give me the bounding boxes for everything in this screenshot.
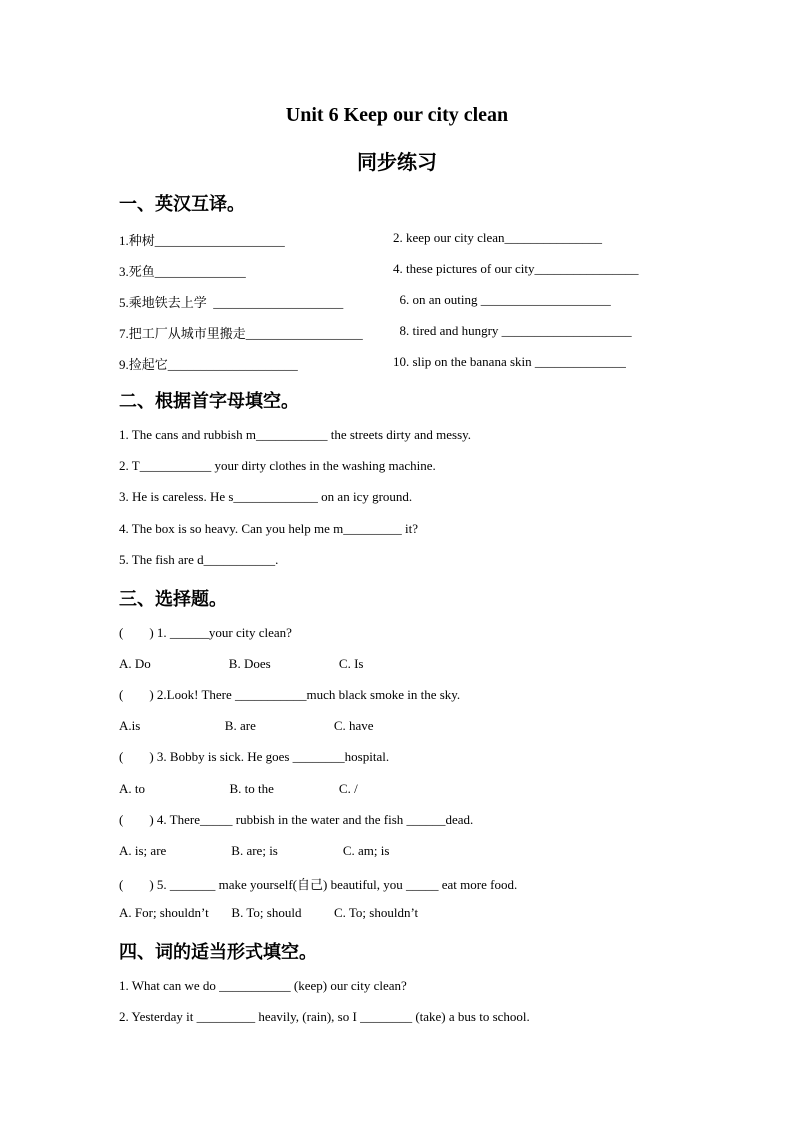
s2-item-5: 5. The fish are d___________. [119, 552, 279, 567]
s3-question-1: ( ) 1. ______your city clean? [119, 625, 292, 640]
s1-item-9: 9.捡起它____________________ [119, 357, 298, 372]
s4-item-2: 2. Yesterday it _________ heavily, (rain), so I ________ (take) a bus to school. [119, 1009, 530, 1024]
section-1-heading: 一、英汉互译。 [119, 194, 245, 214]
s2-item-3: 3. He is careless. He s_____________ on an icy ground. [119, 489, 413, 504]
s1-item-10: 10. slip on the banana skin ______________ [393, 354, 626, 369]
s3-question-3: ( ) 3. Bobby is sick. He goes ________hospital. [119, 749, 390, 764]
s3-options-4: A. is; are B. are; is C. am; is [119, 843, 390, 858]
s3-question-4: ( ) 4. There_____ rubbish in the water and the fish ______dead. [119, 812, 474, 827]
s2-item-4: 4. The box is so heavy. Can you help me m_________ it? [119, 521, 418, 536]
s1-item-8: 8. tired and hungry ____________________ [393, 323, 632, 338]
page-title: Unit 6 Keep our city clean [285, 104, 509, 126]
section-2-heading: 二、根据首字母填空。 [119, 391, 299, 411]
s1-item-1: 1.种树____________________ [119, 233, 285, 248]
s3-question-5: ( ) 5. _______ make yourself(自己) beautiful, you _____ eat more food. [119, 877, 518, 892]
s1-item-6: 6. on an outing ____________________ [393, 292, 611, 307]
s1-item-3: 3.死鱼______________ [119, 264, 246, 279]
s3-options-5: A. For; shouldn’t B. To; should C. To; shouldn’t [119, 905, 419, 920]
s3-options-2: A.is B. are C. have [119, 718, 374, 733]
s4-item-1: 1. What can we do ___________ (keep) our city clean? [119, 978, 407, 993]
s1-item-7: 7.把工厂从城市里搬走__________________ [119, 326, 363, 341]
s1-item-5: 5.乘地铁去上学 ____________________ [119, 295, 344, 310]
section-3-heading: 三、选择题。 [119, 589, 227, 609]
s2-item-2: 2. T___________ your dirty clothes in the washing machine. [119, 458, 436, 473]
section-4-heading: 四、词的适当形式填空。 [119, 942, 317, 962]
s1-item-4: 4. these pictures of our city________________ [393, 261, 639, 276]
s3-options-3: A. to B. to the C. / [119, 781, 358, 796]
page-subtitle: 同步练习 [357, 152, 437, 174]
s2-item-1: 1. The cans and rubbish m___________ the streets dirty and messy. [119, 427, 472, 442]
s3-options-1: A. Do B. Does C. Is [119, 656, 364, 671]
s3-question-2: ( ) 2.Look! There ___________much black smoke in the sky. [119, 687, 461, 702]
s1-item-2: 2. keep our city clean_______________ [393, 230, 603, 245]
